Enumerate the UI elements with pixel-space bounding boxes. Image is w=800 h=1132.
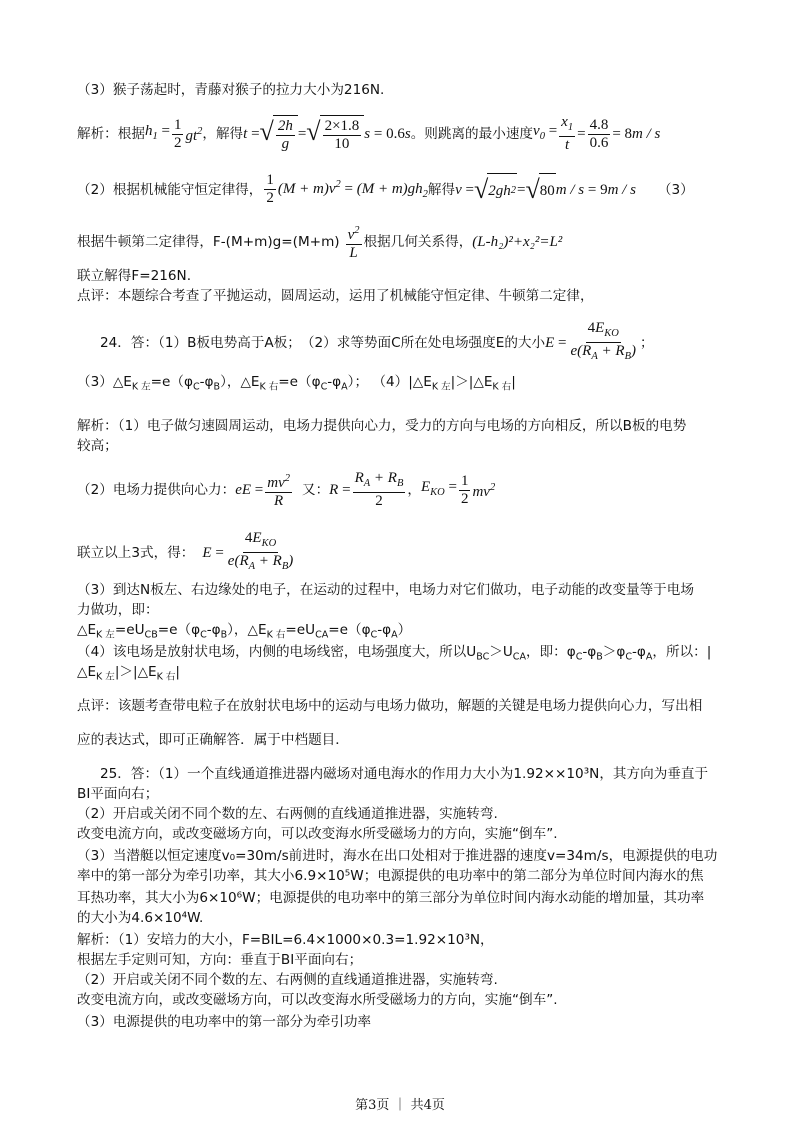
q24-jx4a: （4）该电场是放射状电场，内侧的电场线密，电场强度大，所以$U_{BC}>U_{CA}$，即：$\varphi_C-\varphi_B>\varphi_C-\varphi_A$，所以：| [77, 644, 712, 663]
text: （4）该电场是放射状电场，内侧的电场线密，电场强度大，所以U [77, 644, 477, 660]
text: 根据牛顿第二定律得，F-(M+m)g=(M+m) [77, 234, 340, 250]
q24-lianli: 联立以上3式，得： E = $\frac{4E_{KO}}{e(R_A + R_B)}$ [77, 530, 294, 572]
text: 解得 [427, 181, 456, 198]
text: 所以：| [665, 644, 712, 660]
text: =e（φ [150, 374, 193, 390]
q24-jx2: （2）电场力提供向心力： eE = $\frac{mv^2}{R}$ 又： R = $\frac{R_A + R_B}{2}$ ， $E_{KO}$ = $\frac{1}{2}$ $mv^2$ [77, 470, 496, 509]
sqrt-numeric: √ $\frac{2\times 1.8}{10}$ [306, 115, 364, 153]
q25-l7: 耳热功率，其大小为6×10⁶W；电源提供的电功率中的第三部分为单位时间内海水动能的增加量，其功率 [77, 890, 705, 906]
text: （3） [657, 181, 694, 198]
q25-l13: （3）电源提供的电功率中的第一部分为牵引功率 [77, 1014, 372, 1030]
text: （3）△E [77, 374, 132, 390]
text: （4）|△E [372, 374, 432, 390]
q25-l2: BI平面向右； [77, 786, 159, 802]
q25-l4: 改变电流方向，或改变磁场方向，可以改变海水所受磁场力的方向，实施“倒车”. [77, 826, 558, 842]
q24-jx3b: 力做功，即： [77, 602, 159, 618]
q24-jx4b: $\triangle E_{K 左}|>|\triangle E_{K 右}|$ [77, 664, 180, 683]
text: （2）电场力提供向心力： [77, 482, 236, 498]
sqrt-2h-over-g: √ $\frac{2h}{g}$ [260, 115, 298, 153]
q23-analysis-1: 解析：根据 $h_1$ = $\frac{1}{2}$ $gt^2$ ，解得 t = √ $\frac{2h}{g}$ = √ $\frac{2\times 1.8}{10}$ s = 0.6s 。则跳离的最小速度 $v_0$ = $\frac{x_1}{t}$ = $\frac{4.8}{0.6}$ = 8m / s [77, 114, 661, 153]
q25-l3: （2）开启或关闭不同个数的左、右两侧的直线通道推进器，实施转弯. [77, 806, 498, 822]
q23-analysis-2: （2）根据机械能守恒定律得， $\frac{1}{2}$ $(M + m)v^2 = (M + m)gh_2$ 解得 v = √ 2gh 2 = √ 80 m / s = 9m / s （3） [77, 172, 694, 206]
text: （2）根据机械能守恒定律得， [77, 181, 263, 198]
q24-jx3c: $\triangle E_{K 左}=eU_{CB}=e(\varphi_C-\varphi_B)$，$\triangle E_{K 右}=eU_{CA}=e(\varphi_C-\varphi_A)$ [77, 622, 412, 641]
q24-jx3a: （3）到达N板左、右边缘处的电子，在运动的过程中，电场力对它们做功，电子动能的改变量等于电场 [77, 582, 694, 598]
q23-answer-3: （3）猴子荡起时，青藤对猴子的拉力大小为216N. [77, 82, 385, 98]
text: 。则跳离的最小速度 [410, 126, 534, 142]
text: 24．答：（1）B板电势高于A板； （2）求等势面C所在处电场强度E的大小 [100, 334, 546, 351]
text: 联立以上3式，得： [77, 544, 195, 561]
q24-answer-3: $(3)\triangle E_{K 左}=e(\varphi_C-\varphi_B)$，$\triangle E_{K 右}=e(\varphi_C-\varphi_A)$； $(4)|\triangle E_{K 左}|>|\triangle E_{K 右}|$ [77, 374, 516, 393]
text: 根据几何关系得， [363, 234, 473, 250]
q23-analysis-3: 根据牛顿第二定律得，F-(M+m)g=(M+m) $\frac{v^2}{L}$ 根据几何关系得， (L-h₂)²+x₂²=L² [77, 222, 562, 262]
q24-comment-1: 点评：该题考查带电粒子在放射状电场中的运动与电场力做功，解题的关键是电场力提供向心力，写出相 [77, 698, 703, 714]
label: 解析：根据 [77, 126, 145, 142]
q25-l9: 解析：（1）安培力的大小，F=BIL=6.4×1000×0.3=1.92×10³N， [77, 932, 494, 948]
q24-comment-2: 应的表达式，即可正确解答．属于中档题目． [77, 732, 349, 748]
frac-half: $\frac{1}{2}$ [173, 116, 182, 151]
q25-l11: （2）开启或关闭不同个数的左、右两侧的直线通道推进器，实施转弯. [77, 972, 498, 988]
q25-l5: （3）当潜艇以恒定速度v₀=30m/s前进时，海水在出口处相对于推进器的速度v=34m/s，电源提供的电功 [77, 848, 718, 864]
q24-answer-1: 24．答：（1）B板电势高于A板； （2）求等势面C所在处电场强度E的大小 E = $\frac{4E_{KO}}{e(R_A + R_B)}$ ； [100, 320, 654, 362]
q25-l1: 25．答：（1）一个直线通道推进器内磁场对通电海水的作用力大小为1.92××10³N，其方向为垂直于 [100, 766, 709, 782]
q25-l12: 改变电流方向，或改变磁场方向，可以改变海水所受磁场力的方向，实施“倒车”. [77, 992, 558, 1008]
text: 又： [301, 482, 330, 498]
page-footer: 第3页 ｜ 共4页 [355, 1098, 445, 1113]
text: ，解得 [202, 126, 244, 142]
q25-l8: 的大小为4.6×10⁴W. [77, 910, 204, 926]
q23-comment: 点评：本题综合考查了平抛运动，圆周运动，运用了机械能守恒定律、牛顿第二定律， [77, 288, 594, 304]
q25-l6: 率中的第一部分为牵引功率，其大小6.9×10⁵W；电源提供的电功率中的第二部分为单位时间内海水的焦 [77, 868, 704, 884]
geometry-eq: (L-h₂)²+x₂²=L² [472, 234, 563, 250]
q25-l10: 根据左手定则可知，方向：垂直于BI平面向右； [77, 952, 363, 968]
q23-lianli: 联立解得F=216N. [77, 268, 192, 284]
q24-jx1b: 较高； [77, 438, 118, 454]
q24-jx1: 解析：（1）电子做匀速圆周运动，电场力提供向心力，受力的方向与电场的方向相反，所以B板的电势 [77, 418, 687, 434]
